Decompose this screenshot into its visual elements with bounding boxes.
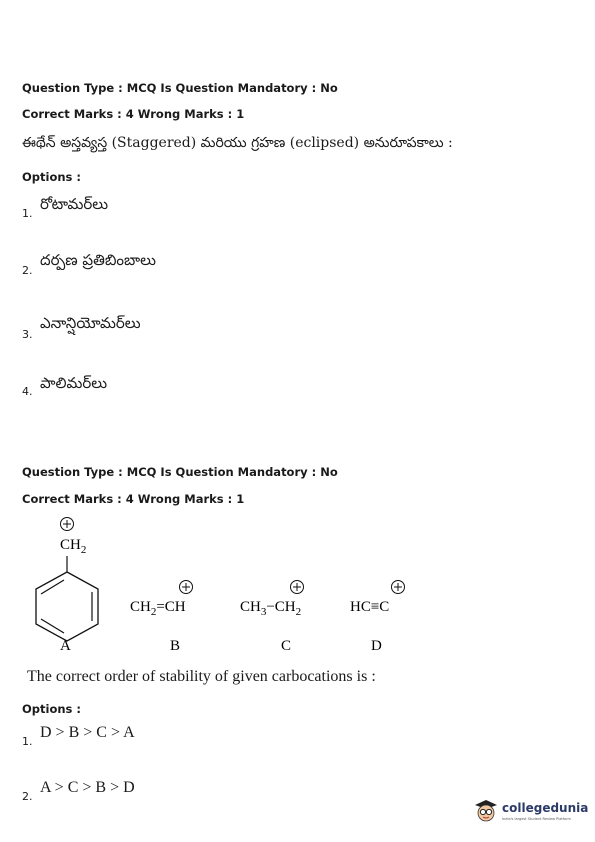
option-text: రోటామర్‌లు [40, 195, 109, 213]
option-number: 3. [22, 328, 33, 341]
question-type-header: Question Type : MCQ Is Question Mandatory : No [22, 81, 338, 95]
question-text: ఈథేన్ అస్తవ్యస్త (Staggered) మరియు గ్రహణ (eclipsed) అనురూపకాలు : [22, 135, 453, 151]
option-number: 2. [22, 790, 33, 803]
label-a: A [60, 638, 71, 654]
option-number: 1. [22, 735, 33, 748]
label-b: B [170, 638, 181, 654]
logo-tagline: India's largest Student Review Platform [502, 817, 571, 821]
marks-info: Correct Marks : 4 Wrong Marks : 1 [22, 492, 245, 506]
option-text: దర్పణ ప్రతిబింబాలు [40, 251, 156, 269]
formula-d: HC≡C [350, 599, 390, 615]
option-text: A > C > B > D [40, 779, 135, 796]
benzene-ring [36, 572, 98, 641]
mascot-icon [472, 797, 500, 825]
carbocation-structures-figure [0, 510, 595, 660]
option-text: ఎనాన్షియోమర్‌లు [40, 314, 141, 332]
question-type-header: Question Type : MCQ Is Question Mandatory : No [22, 465, 338, 479]
option-number: 4. [22, 385, 33, 398]
options-label: Options : [22, 702, 81, 716]
label-c: C [281, 638, 292, 654]
question-text: The correct order of stability of given carbocations is : [27, 668, 376, 685]
option-number: 2. [22, 264, 33, 277]
formula-c: $CH_3-CH_2$ [240, 599, 302, 618]
structure-c [240, 581, 304, 655]
options-label: Options : [22, 170, 81, 184]
marks-info: Correct Marks : 4 Wrong Marks : 1 [22, 107, 245, 121]
option-number: 1. [22, 207, 33, 220]
structure-a [36, 518, 98, 655]
option-text: D > B > C > A [40, 724, 135, 741]
structure-b [130, 581, 193, 655]
collegedunia-logo [472, 796, 590, 828]
formula-b: $CH_2=CH$ [130, 599, 186, 618]
option-text: పాలిమర్‌లు [40, 374, 108, 392]
label-d: D [371, 638, 382, 654]
ch2-group: $CH_2$ [60, 537, 87, 556]
logo-name: collegedunia [502, 801, 589, 815]
structure-d [350, 581, 405, 655]
